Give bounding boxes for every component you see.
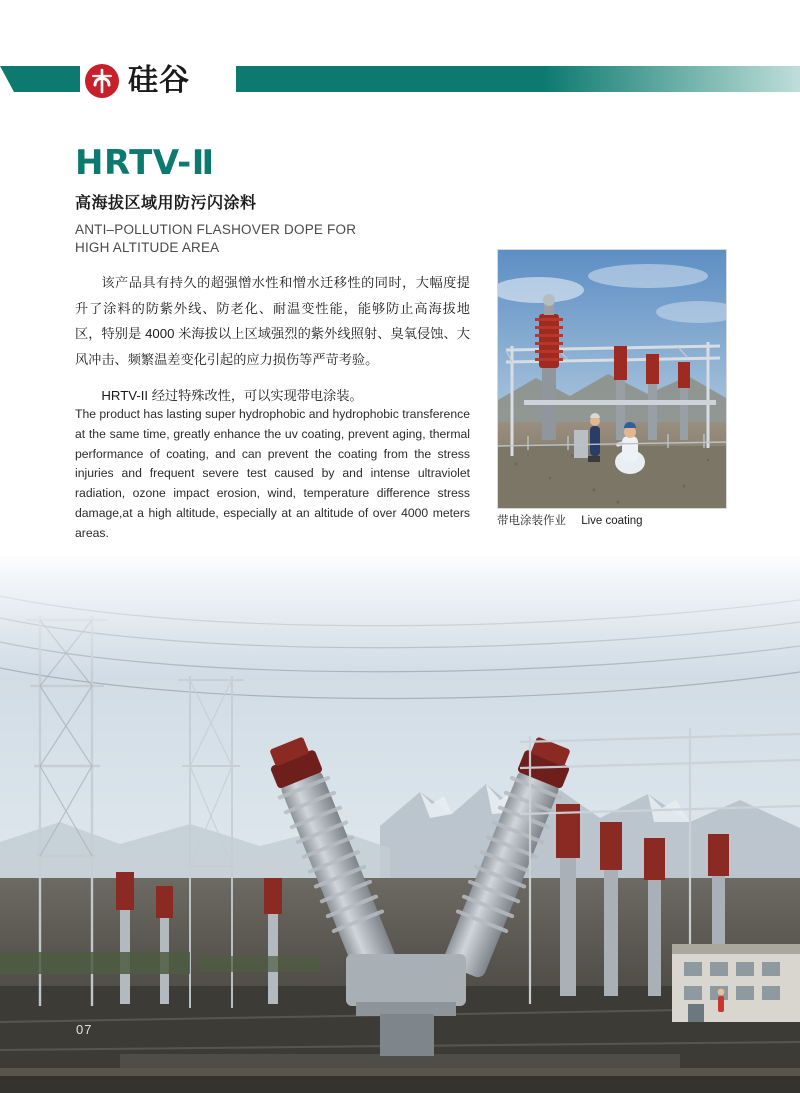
subtitle-chinese: 高海拔区域用防污闪涂料 — [75, 194, 257, 212]
subtitle-english-line1: ANTI–POLLUTION FLASHOVER DOPE FOR — [75, 221, 357, 237]
brand-logo — [80, 58, 236, 104]
page-header — [0, 58, 800, 104]
body-paragraph: HRTV-II 经过特殊改性，可以实现带电涂装。 — [101, 387, 363, 403]
photo-caption — [497, 512, 737, 528]
page-title: HRTV-Ⅱ — [75, 143, 215, 183]
subtitle-english — [75, 221, 495, 257]
title-block — [75, 143, 495, 257]
page-number: 07 — [76, 1022, 93, 1037]
header-band-left — [0, 66, 80, 92]
header-band-right — [228, 66, 800, 92]
body-text-english — [75, 405, 470, 572]
subtitle-english-line2: HIGH ALTITUDE AREA — [75, 239, 220, 255]
live-coating-photo — [497, 249, 727, 509]
photo-caption-chinese: 带电涂装作业 — [497, 515, 566, 527]
substation-panorama-photo — [0, 556, 800, 1093]
swirl-logo-icon — [84, 63, 120, 99]
body-text-chinese — [75, 270, 470, 409]
photo-caption-english: Live coating — [581, 515, 643, 527]
brand-logo-text: 硅谷 — [128, 63, 190, 98]
body-paragraph: 该产品具有持久的超强憎水性和憎水迁移性的同时，大幅度提升了涂料的防紫外线、防老化、耐温变性能，能够防止高海拔地区，特别是 4000 米海拔以上区域强烈的紫外线照射、臭氧侵蚀、大风冲击、频繁温差变化引起的应力损伤等严苛考验。 — [75, 275, 470, 368]
body-paragraph: The product has lasting super hydrophobic and hydrophobic transference at the same time, greatly enhance the uv coating, prevent aging, thermal performance of coating, and can prevent the coating from the stress injuries and frequent severe test caused by and intense ultraviolet radiation, ozone impact erosion, wind, temperature difference stress damage,at a high altitude, especially at an altitude of over 4000 meters areas. — [75, 407, 470, 540]
